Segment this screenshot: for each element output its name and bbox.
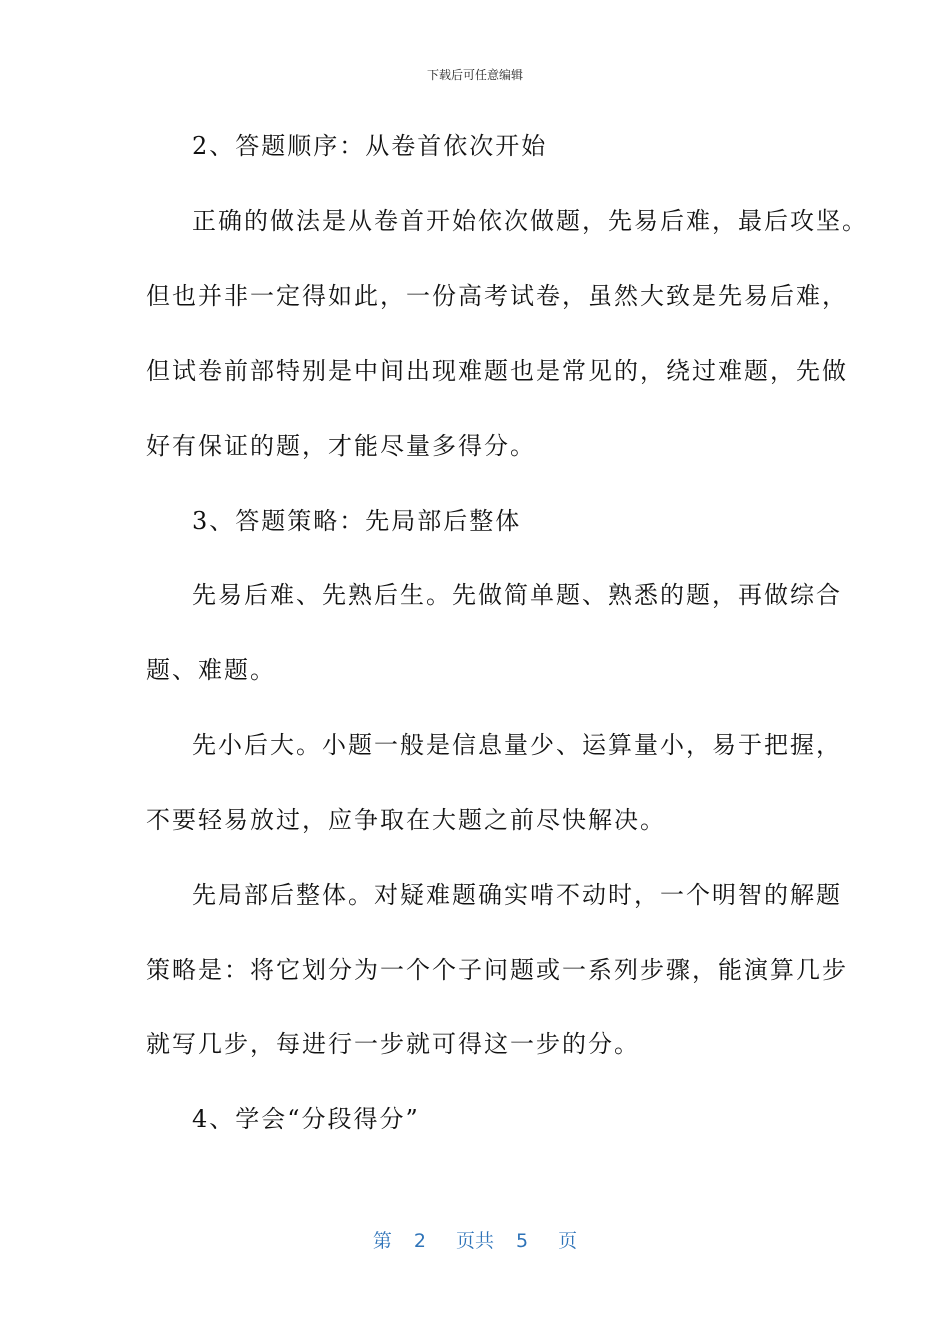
page-footer [0,1226,950,1253]
footer-middle: 页共 [455,1230,494,1252]
footer-suffix: 页 [558,1230,578,1252]
section-heading-answer-order: 2、答题顺序：从卷首依次开始 [192,132,548,160]
paragraph-line: 先局部后整体。对疑难题确实啃不动时，一个明智的解题 [192,881,842,909]
footer-page-number: 2 [413,1230,426,1252]
paragraph-line: 好有保证的题，才能尽量多得分。 [146,432,536,460]
paragraph-line: 就写几步，每进行一步就可得这一步的分。 [146,1030,640,1058]
paragraph-line: 但试卷前部特别是中间出现难题也是常见的，绕过难题，先做 [146,357,848,385]
paragraph-line: 但也并非一定得如此，一份高考试卷，虽然大致是先易后难， [146,282,848,310]
paragraph-line: 题、难题。 [146,656,276,684]
footer-total-pages: 5 [516,1230,529,1252]
paragraph-line: 先小后大。小题一般是信息量少、运算量小，易于把握， [192,731,842,759]
paragraph-line: 策略是：将它划分为一个个子问题或一系列步骤，能演算几步 [146,956,848,984]
section-heading-segment-scoring: 4、学会“分段得分” [192,1105,420,1133]
header-note: 下载后可任意编辑 [426,68,523,82]
paragraph-line: 正确的做法是从卷首开始依次做题，先易后难，最后攻坚。 [192,207,868,235]
paragraph-line: 先易后难、先熟后生。先做简单题、熟悉的题，再做综合 [192,581,842,609]
footer-prefix: 第 [372,1230,392,1252]
paragraph-line: 不要轻易放过，应争取在大题之前尽快解决。 [146,806,666,834]
section-heading-answer-strategy: 3、答题策略：先局部后整体 [192,507,522,535]
